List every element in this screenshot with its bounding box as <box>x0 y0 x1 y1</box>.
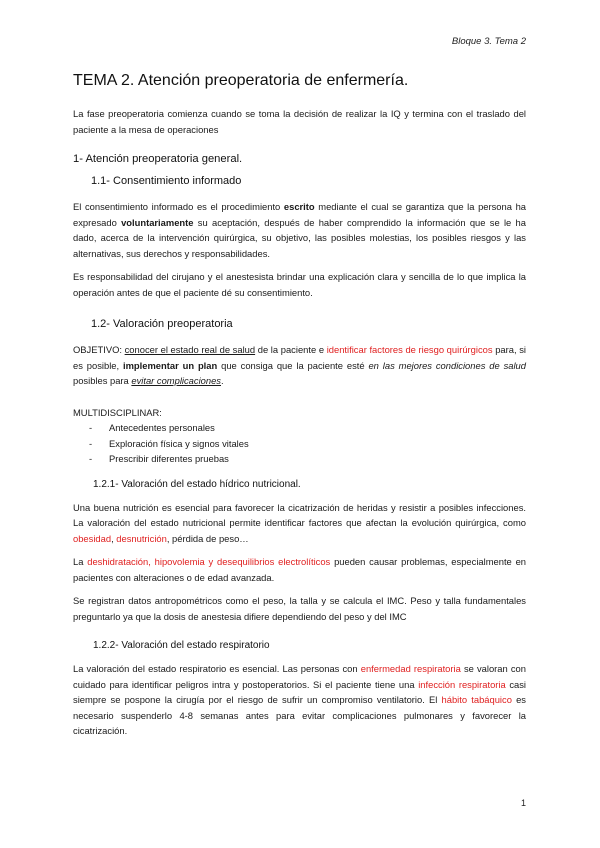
consent-paragraph-2: Es responsabilidad del cirujano y el anestesista brindar una explicación clara y sencilla de lo que implica la operación antes de que el paciente dé su consentimiento. <box>73 271 526 298</box>
page-number: 1 <box>520 798 526 808</box>
page-title: TEMA 2. Atención preoperatoria de enfermería. <box>73 72 409 89</box>
nutrition-paragraph-3: Se registran datos antropométricos como el peso, la talla y se calcula el IMC. Peso y talla fundamentales preguntarlo ya que la dosis de anestesia difiere dependiendo del peso y del IMC <box>73 595 526 622</box>
respiratory-paragraph: La valoración del estado respiratorio es esencial. Las personas con enfermedad respiratoria se valoran con cuidado para identificar peligros intra y postoperatorios. Si el paciente tiene una infección respiratoria casi siempre se pospone la cirugía por el riesgo de sufrir un compromiso ventilatorio. El hábito tabáquico es necesario suspenderlo 4-8 semanas antes para evitar complicaciones pulmonares y favorecer la cicatrización. <box>73 663 527 736</box>
list-item: - Exploración física y signos vitales <box>73 436 526 452</box>
multidisciplinary-list <box>73 420 526 467</box>
consent-paragraph-1: El consentimiento informado es el procedimiento escrito mediante el cual se garantiza que la persona ha expresado voluntariamente su aceptación, después de haber comprendido la información que se le ha dado, acerca de la intervención quirúrgica, su objetivo, las posibles molestias, los posibles riesgos y las alternativas, sus derechos y responsabilidades. <box>73 201 526 259</box>
section-1-2-heading: 1.2- Valoración preoperatoria <box>91 318 233 330</box>
intro-paragraph: La fase preoperatoria comienza cuando se toma la decisión de realizar la IQ y termina con el traslado del paciente a la mesa de operaciones <box>73 108 526 135</box>
list-item: - Antecedentes personales <box>73 420 526 436</box>
nutrition-paragraph-1: Una buena nutrición es esencial para favorecer la cicatrización de heridas y resistir a posibles infecciones. La valoración del estado nutricional permite identificar factores que afectan la evolución quirúrgica, como obesidad, desnutrición, pérdida de peso… <box>73 501 526 544</box>
document-body <box>73 72 526 747</box>
list-item: - Prescribir diferentes pruebas <box>73 451 526 467</box>
section-1-1-heading: 1.1- Consentimiento informado <box>91 175 242 187</box>
section-1-2-2-heading: 1.2.2- Valoración del estado respiratorio <box>93 640 270 651</box>
section-1-heading: 1- Atención preoperatoria general. <box>73 153 243 165</box>
running-head: Bloque 3. Tema 2 <box>451 36 526 47</box>
objective-paragraph: OBJETIVO: conocer el estado real de salud de la paciente e identificar factores de riesgo quirúrgicos para, si es posible, implementar un plan que consiga que la paciente esté en las mejores condiciones de salud posibles para evitar complicaciones. <box>73 344 526 386</box>
nutrition-paragraph-2: La deshidratación, hipovolemia y desequilibrios electrolíticos pueden causar problemas, especialmente en pacientes con alteraciones o de edad avanzada. <box>73 556 526 583</box>
multidisciplinary-label: MULTIDISCIPLINAR: <box>73 406 162 418</box>
section-1-2-1-heading: 1.2.1- Valoración del estado hídrico nutricional. <box>93 478 301 490</box>
